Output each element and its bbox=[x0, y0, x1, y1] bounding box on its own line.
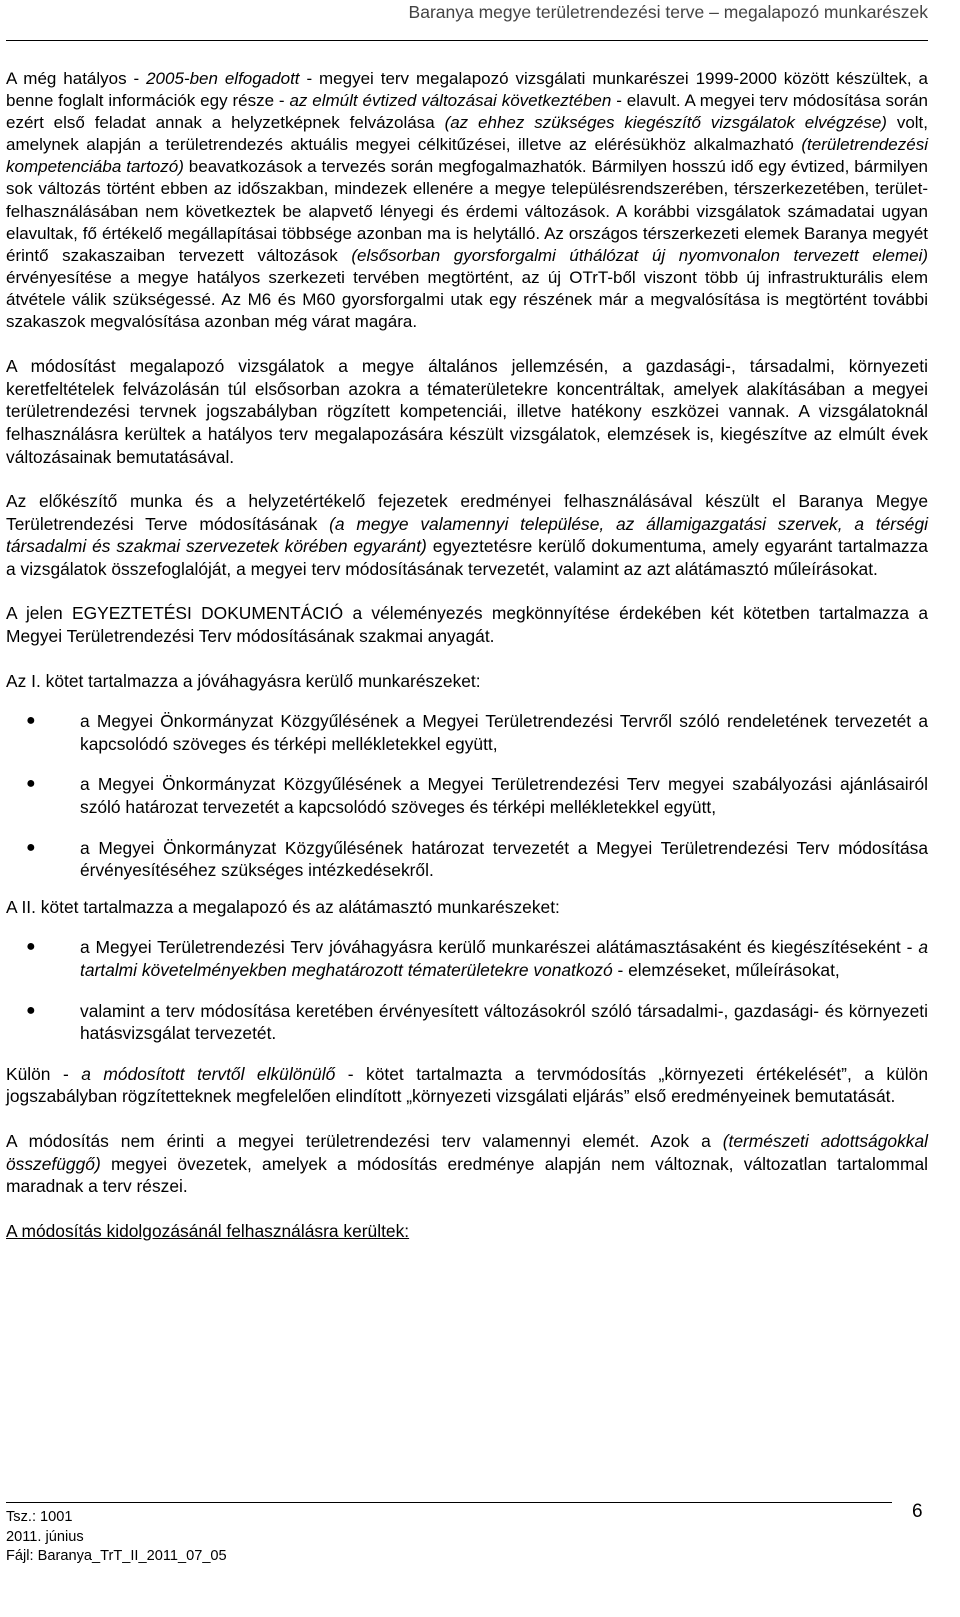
text-run: A módosítás nem érinti a megyei területrendezési terv valamennyi elemét. Azok a bbox=[6, 1130, 723, 1151]
list-item bbox=[6, 837, 928, 882]
page-footer bbox=[6, 1508, 227, 1567]
list-item bbox=[6, 936, 928, 981]
bullet-icon: ● bbox=[26, 1001, 36, 1019]
paragraph-environmental bbox=[6, 1063, 928, 1108]
paragraph-documentation: A jelen EGYEZTETÉSI DOKUMENTÁCIÓ a véleményezés megkönnyítése érdekében két kötetben tartalmazza a Megyei Területrendezési Terv módosításának szakmai anyagát. bbox=[6, 603, 928, 647]
page-header bbox=[0, 0, 928, 23]
text-run: - kötet tartalmazta a tervmódosítás „környezeti értékelését”, a külön jogszabályban rögzítetteknek megfelelően elindított „környezeti vizsgálati eljárás” első eredményeinek bemutatását. bbox=[6, 1063, 928, 1107]
text-run-italic: az elmúlt évtized változásai következtében bbox=[289, 91, 612, 111]
text-run: Az előkészítő munka és a helyzetértékelő fejezetek eredményei felhasználásával készült el Baranya Megye Területrendezési Terve módosításának bbox=[6, 491, 928, 534]
text-run-italic: 2005-ben elfogadott bbox=[146, 69, 300, 88]
bullet-icon: ● bbox=[26, 712, 36, 730]
text-run: - elemzéseket, műleírásokat, bbox=[612, 960, 840, 980]
bullet-icon: ● bbox=[26, 775, 36, 793]
paragraph-volume-1-intro: Az I. kötet tartalmazza a jóváhagyásra kerülő munkarészeket: bbox=[6, 670, 481, 691]
paragraph-preparation bbox=[6, 490, 928, 580]
bullet-icon: ● bbox=[26, 938, 36, 956]
text-run-italic: a módosított tervtől elkülönülő bbox=[81, 1063, 336, 1084]
list-item bbox=[6, 710, 928, 755]
list-item-text: a Megyei Önkormányzat Közgyűlésének a Megyei Területrendezési Tervről szóló rendeletének tervezetét a kapcsolódó szöveges és térképi mellékletekkel együtt, bbox=[80, 711, 928, 754]
text-run: érvényesítése a megye hatályos szerkezeti tervében megtörtént, az új OTrT-ből viszont több új infrastrukturális elem átvétele válik szükségessé. Az M6 és M60 gyorsforgalmi utak egy részének már a megvalósítása is megtörtént további szakaszok megvalósítása azonban még várat magára. bbox=[6, 267, 928, 332]
text-run: beavatkozások a tervezés során megfogalmazhatók. Bármilyen hosszú idő egy évtized, bármilyen sok változás történt ebben az időszakban, mindezek ellenére a megye településrendszerében, térszerkezetében, terület-felhasználásában nem következtek be alapvető lényegi és érdemi változások. A korábbi vizsgálatok számadatai ugyan elavultak, fő értékelő megállapításai többsége azonban ma is helytálló. Az országos térszerkezeti elemek Baranya megyét érintő szakaszaiban tervezett változások bbox=[6, 157, 928, 265]
text-run-italic: (az ehhez szükséges kiegészítő vizsgálatok elvégzése) bbox=[444, 113, 887, 133]
document-body bbox=[6, 68, 928, 1242]
text-run: a Megyei Területrendezési Terv jóváhagyásra kerülő munkarészei alátámasztásaként és kiegészítéseként - bbox=[80, 937, 919, 958]
text-run: - megyei terv megalapozó vizsgálati munkarészei 1999-2000 között készültek, a benne foglalt információk egy része - bbox=[6, 69, 929, 111]
paragraph-intro bbox=[6, 68, 928, 333]
section-heading-sources bbox=[6, 1220, 928, 1243]
text-run: Külön - bbox=[6, 1063, 82, 1084]
page-number: 6 bbox=[912, 1501, 923, 1522]
bullet-icon: ● bbox=[26, 838, 36, 856]
footer-date: 2011. június bbox=[6, 1528, 84, 1545]
paragraph-investigations: A módosítást megalapozó vizsgálatok a megye általános jellemzésén, a gazdasági-, társadalmi, környezeti keretfeltételek felvázolásán túl elsősorban azokra a tématerületekre koncentráltak, amelyek alakításában a megyei területrendezési tervnek jogszabályban rögzített kompetenciái, illetve hatékony eszközei vannak. A vizsgálatoknál felhasználásra kerültek a hatályos terv megalapozására készült vizsgálatok, elemzések is, kiegészítve az elmúlt évek változásainak bemutatásával. bbox=[6, 356, 928, 467]
text-run: A még hatályos - bbox=[6, 69, 147, 88]
list-item bbox=[6, 773, 928, 818]
footer-divider bbox=[6, 1502, 892, 1503]
footer-file-name: Fájl: Baranya_TrT_II_2011_07_05 bbox=[6, 1548, 227, 1564]
text-run-italic: (területrendezési kompetenciába tartozó) bbox=[6, 135, 928, 177]
header-divider bbox=[6, 40, 928, 41]
text-run: egyeztetésre kerülő dokumentuma, amely egyaránt tartalmazza a vizsgálatok összefoglalóját, a megyei terv módosításának tervezetét, valamint az azt alátámasztó műleírásokat. bbox=[6, 536, 928, 579]
paragraph-volume-2-intro: A II. kötet tartalmazza a megalapozó és az alátámasztó munkarészeket: bbox=[6, 896, 560, 917]
list-item bbox=[6, 1000, 928, 1045]
list-item-text: a Megyei Önkormányzat Közgyűlésének határozat tervezetét a Megyei Területrendezési Terv módosítása érvényesítéséhez szükséges intézkedésekről. bbox=[80, 837, 928, 881]
list-item-text: a Megyei Önkormányzat Közgyűlésének a Megyei Területrendezési Terv megyei szabályozási ajánlásairól szóló határozat tervezetét a kapcsolódó szöveges és térképi mellékletekkel együtt, bbox=[80, 774, 928, 818]
text-run-italic: (természeti adottságokkal összefüggő) bbox=[6, 1130, 928, 1174]
text-run-italic: (elsősorban gyorsforgalmi úthálózat új nyomvonalon tervezett elemei) bbox=[351, 245, 929, 265]
paragraph-scope bbox=[6, 1130, 928, 1198]
header-title: Baranya megye területrendezési terve – megalapozó munkarészek bbox=[408, 2, 928, 22]
footer-file-number: Tsz.: 1001 bbox=[6, 1509, 73, 1525]
text-run: megyei övezetek, amelyek a módosítás eredménye alapján nem változnak, változatlan tartalommal maradnak a terv részei. bbox=[6, 1153, 928, 1197]
text-run: - elavult. A megyei terv módosítása során ezért első feladat annak a helyzetképnek felvázolása bbox=[6, 91, 928, 133]
text-run: volt, amelynek alapján a területrendezés aktuális megyei célkitűzései, illetve az elérésükhöz alkalmazható bbox=[6, 113, 929, 155]
text-run-italic: a tartalmi követelményekben meghatározott tématerületekre vonatkozó bbox=[80, 937, 928, 980]
list-item-text: valamint a terv módosítása keretében érvényesített változásokról szóló társadalmi-, gazdasági- és környezeti hatásvizsgálat tervezetét. bbox=[80, 1000, 928, 1044]
underlined-heading: A módosítás kidolgozásánál felhasználásra kerültek: bbox=[6, 1220, 410, 1241]
text-run-italic: (a megye valamennyi települése, az államigazgatási szervek, a térségi társadalmi és szakmai szervezetek körében egyaránt) bbox=[6, 513, 928, 557]
